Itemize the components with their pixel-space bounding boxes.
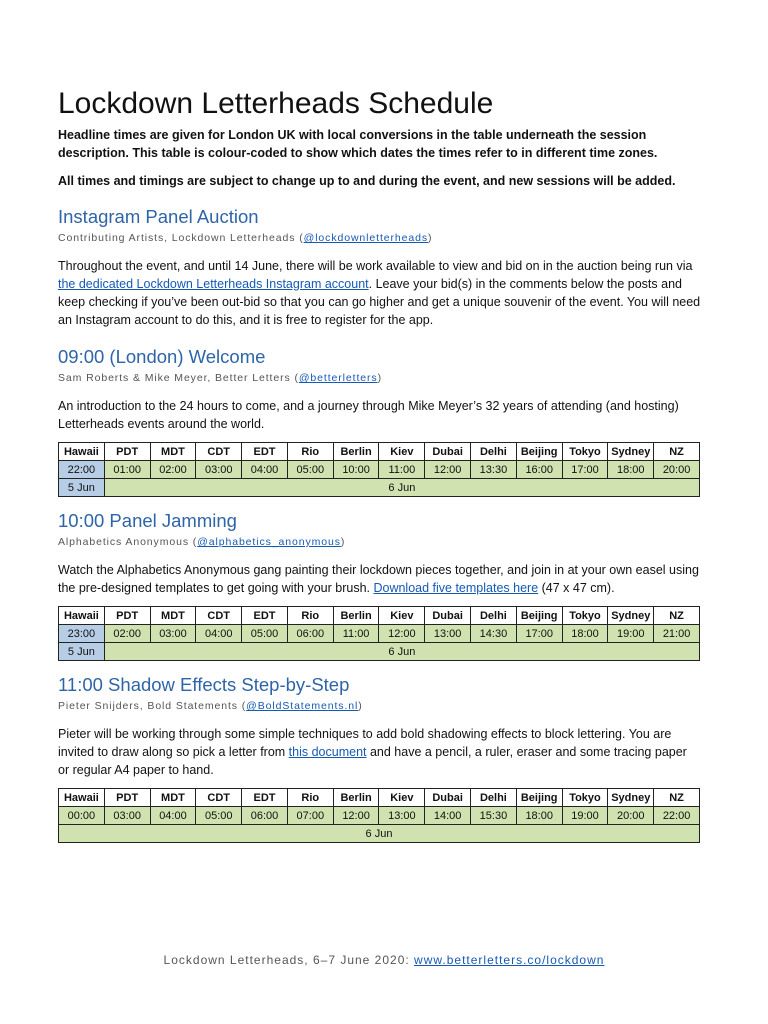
timezone-header-cell: Tokyo	[562, 443, 608, 461]
timing-note: All times and timings are subject to change up to and during the event, and new sessions will be added.	[58, 174, 676, 188]
date-cell: 6 Jun	[104, 479, 699, 497]
timezone-header-cell: Dubai	[425, 443, 471, 461]
local-time-cell: 13:30	[471, 461, 517, 479]
timezone-header-cell: Kiev	[379, 607, 425, 625]
timezone-header-cell: PDT	[104, 789, 150, 807]
local-time-cell: 05:00	[242, 625, 288, 643]
local-time-cell: 14:30	[471, 625, 517, 643]
footer-text: Lockdown Letterheads, 6–7 June 2020:	[163, 953, 415, 967]
local-time-cell: 01:00	[104, 461, 150, 479]
timezone-table	[58, 788, 700, 843]
timezone-header-cell: Sydney	[608, 607, 654, 625]
timezone-header-cell: Rio	[287, 789, 333, 807]
date-row	[59, 643, 700, 661]
timezone-header-cell: Beijing	[516, 443, 562, 461]
local-time-cell: 22:00	[654, 807, 700, 825]
timezone-header-cell: Dubai	[425, 607, 471, 625]
session-byline	[58, 371, 701, 385]
date-cell: 6 Jun	[104, 643, 699, 661]
timezone-header-cell: CDT	[196, 789, 242, 807]
footer-website-link[interactable]: www.betterletters.co/lockdown	[414, 953, 605, 967]
byline-prefix: Alphabetics Anonymous (	[58, 536, 198, 548]
local-time-cell: 19:00	[562, 807, 608, 825]
timezone-header-cell: Delhi	[471, 443, 517, 461]
local-time-cell: 12:00	[425, 461, 471, 479]
local-time-cell: 05:00	[287, 461, 333, 479]
timezone-header-row	[59, 443, 700, 461]
local-time-cell: 05:00	[196, 807, 242, 825]
timezone-header-cell: Hawaii	[59, 443, 105, 461]
timezone-header-cell: Delhi	[471, 607, 517, 625]
timezone-header-cell: EDT	[242, 607, 288, 625]
session-description	[58, 561, 701, 597]
timezone-header-cell: MDT	[150, 789, 196, 807]
timezone-header-cell: Beijing	[516, 789, 562, 807]
date-row	[59, 479, 700, 497]
session-heading: 11:00 Shadow Effects Step-by-Step	[58, 674, 350, 695]
timezone-header-cell: PDT	[104, 443, 150, 461]
description-text: Throughout the event, and until 14 June, there will be work available to view and bid on in the auction being run via	[58, 259, 693, 273]
byline-prefix: Pieter Snijders, Bold Statements (	[58, 700, 247, 712]
timezone-header-cell: Tokyo	[562, 789, 608, 807]
byline-suffix: )	[358, 700, 363, 712]
timezone-table	[58, 606, 700, 661]
timezone-header-cell: Hawaii	[59, 607, 105, 625]
session-resource-link[interactable]: this document	[288, 745, 367, 759]
timezone-header-cell: NZ	[654, 443, 700, 461]
local-time-cell: 23:00	[59, 625, 105, 643]
local-time-cell: 06:00	[287, 625, 333, 643]
description-text: (47 x 47 cm).	[538, 581, 615, 595]
local-time-row	[59, 461, 700, 479]
local-time-cell: 02:00	[104, 625, 150, 643]
instagram-account-link[interactable]: the dedicated Lockdown Letterheads Instagram account	[58, 277, 369, 291]
local-time-cell: 11:00	[379, 461, 425, 479]
local-time-cell: 00:00	[59, 807, 105, 825]
auction-heading: Instagram Panel Auction	[58, 206, 259, 227]
local-time-cell: 03:00	[104, 807, 150, 825]
local-time-cell: 06:00	[242, 807, 288, 825]
local-time-cell: 15:30	[471, 807, 517, 825]
session-description	[58, 397, 701, 433]
local-time-cell: 03:00	[196, 461, 242, 479]
timezone-header-cell: Sydney	[608, 443, 654, 461]
timezone-header-cell: Kiev	[379, 443, 425, 461]
presenter-handle-link[interactable]: @BoldStatements.nl	[246, 700, 359, 712]
date-cell: 5 Jun	[59, 643, 105, 661]
session-heading: 10:00 Panel Jamming	[58, 510, 237, 531]
date-row	[59, 825, 700, 843]
local-time-cell: 07:00	[287, 807, 333, 825]
document-page	[58, 86, 701, 843]
description-text: An introduction to the 24 hours to come, and a journey through Mike Meyer’s 32 years of attending (and hosting) Letterheads events around the world.	[58, 399, 679, 431]
local-time-cell: 22:00	[59, 461, 105, 479]
local-time-row	[59, 807, 700, 825]
session-section	[58, 345, 701, 497]
timezone-header-cell: MDT	[150, 443, 196, 461]
local-time-cell: 18:00	[516, 807, 562, 825]
timezone-header-cell: Hawaii	[59, 789, 105, 807]
local-time-cell: 17:00	[516, 625, 562, 643]
timezone-header-cell: MDT	[150, 607, 196, 625]
local-time-cell: 18:00	[562, 625, 608, 643]
local-time-cell: 04:00	[196, 625, 242, 643]
local-time-cell: 12:00	[379, 625, 425, 643]
timezone-header-row	[59, 607, 700, 625]
local-time-cell: 13:00	[379, 807, 425, 825]
local-time-cell: 19:00	[608, 625, 654, 643]
session-section	[58, 509, 701, 661]
byline-suffix: )	[340, 536, 346, 548]
local-time-cell: 11:00	[333, 625, 379, 643]
timezone-header-cell: Dubai	[425, 789, 471, 807]
date-cell: 6 Jun	[59, 825, 700, 843]
timezone-header-cell: PDT	[104, 607, 150, 625]
timezone-header-cell: Kiev	[379, 789, 425, 807]
byline-prefix: Contributing Artists, Lockdown Letterheads (	[58, 232, 304, 244]
timezone-header-cell: Beijing	[516, 607, 562, 625]
local-time-cell: 20:00	[654, 461, 700, 479]
timezone-header-cell: CDT	[196, 607, 242, 625]
session-resource-link[interactable]: Download five templates here	[373, 581, 539, 595]
local-time-cell: 17:00	[562, 461, 608, 479]
timezone-header-cell: Sydney	[608, 789, 654, 807]
local-time-row	[59, 625, 700, 643]
local-time-cell: 02:00	[150, 461, 196, 479]
local-time-cell: 04:00	[242, 461, 288, 479]
timezone-table	[58, 442, 700, 497]
session-byline	[58, 699, 701, 713]
auction-byline	[58, 231, 701, 245]
timezone-header-cell: Rio	[287, 607, 333, 625]
session-description	[58, 725, 701, 779]
local-time-cell: 21:00	[654, 625, 700, 643]
date-cell: 5 Jun	[59, 479, 105, 497]
auction-description	[58, 257, 701, 329]
timezone-header-row	[59, 789, 700, 807]
timezone-header-cell: NZ	[654, 607, 700, 625]
local-time-cell: 13:00	[425, 625, 471, 643]
description-text: Watch the Alphabetics Anonymous gang painting their lockdown pieces together, and join in at your own easel using the pre-designed templates to get going with your brush.	[58, 563, 699, 595]
session-byline	[58, 535, 701, 549]
local-time-cell: 14:00	[425, 807, 471, 825]
description-text: and have a pencil, a ruler, eraser and some tracing paper or regular A4 paper to hand.	[58, 745, 687, 777]
timezone-header-cell: NZ	[654, 789, 700, 807]
local-time-cell: 03:00	[150, 625, 196, 643]
timezone-header-cell: Berlin	[333, 789, 379, 807]
timezone-header-cell: CDT	[196, 443, 242, 461]
timezone-header-cell: EDT	[242, 443, 288, 461]
local-time-cell: 16:00	[516, 461, 562, 479]
timezone-header-cell: EDT	[242, 789, 288, 807]
local-time-cell: 18:00	[608, 461, 654, 479]
sessions-list	[58, 345, 701, 843]
byline-suffix: )	[428, 232, 433, 244]
page-title: Lockdown Letterheads Schedule	[58, 87, 494, 120]
local-time-cell: 20:00	[608, 807, 654, 825]
timezone-header-cell: Tokyo	[562, 607, 608, 625]
timezone-header-cell: Berlin	[333, 443, 379, 461]
session-heading: 09:00 (London) Welcome	[58, 346, 266, 367]
local-time-cell: 10:00	[333, 461, 379, 479]
timezone-header-cell: Rio	[287, 443, 333, 461]
local-time-cell: 04:00	[150, 807, 196, 825]
byline-prefix: Sam Roberts & Mike Meyer, Better Letters (	[58, 372, 299, 384]
timezone-header-cell: Delhi	[471, 789, 517, 807]
session-section	[58, 673, 701, 843]
instagram-handle-link[interactable]: @lockdownletterheads	[303, 232, 429, 244]
byline-suffix: )	[377, 372, 382, 384]
intro-paragraph: Headline times are given for London UK with local conversions in the table underneath the session description. This table is colour-coded to show which dates the times refer to in different time zones.	[58, 128, 658, 160]
timezone-header-cell: Berlin	[333, 607, 379, 625]
presenter-handle-link[interactable]: @betterletters	[298, 372, 378, 384]
description-text: Pieter will be working through some simple techniques to add bold shadowing effects to block lettering. You are invited to draw along so pick a letter from	[58, 727, 672, 759]
local-time-cell: 12:00	[333, 807, 379, 825]
description-text: . Leave your bid(s) in the comments below the posts and keep checking if you’ve been out-bid so that you can go higher and get a unique souvenir of the event. You will need an Instagram account to do this, and it is free to register for the app.	[58, 277, 701, 327]
page-footer	[0, 953, 768, 967]
presenter-handle-link[interactable]: @alphabetics_anonymous	[197, 536, 341, 548]
